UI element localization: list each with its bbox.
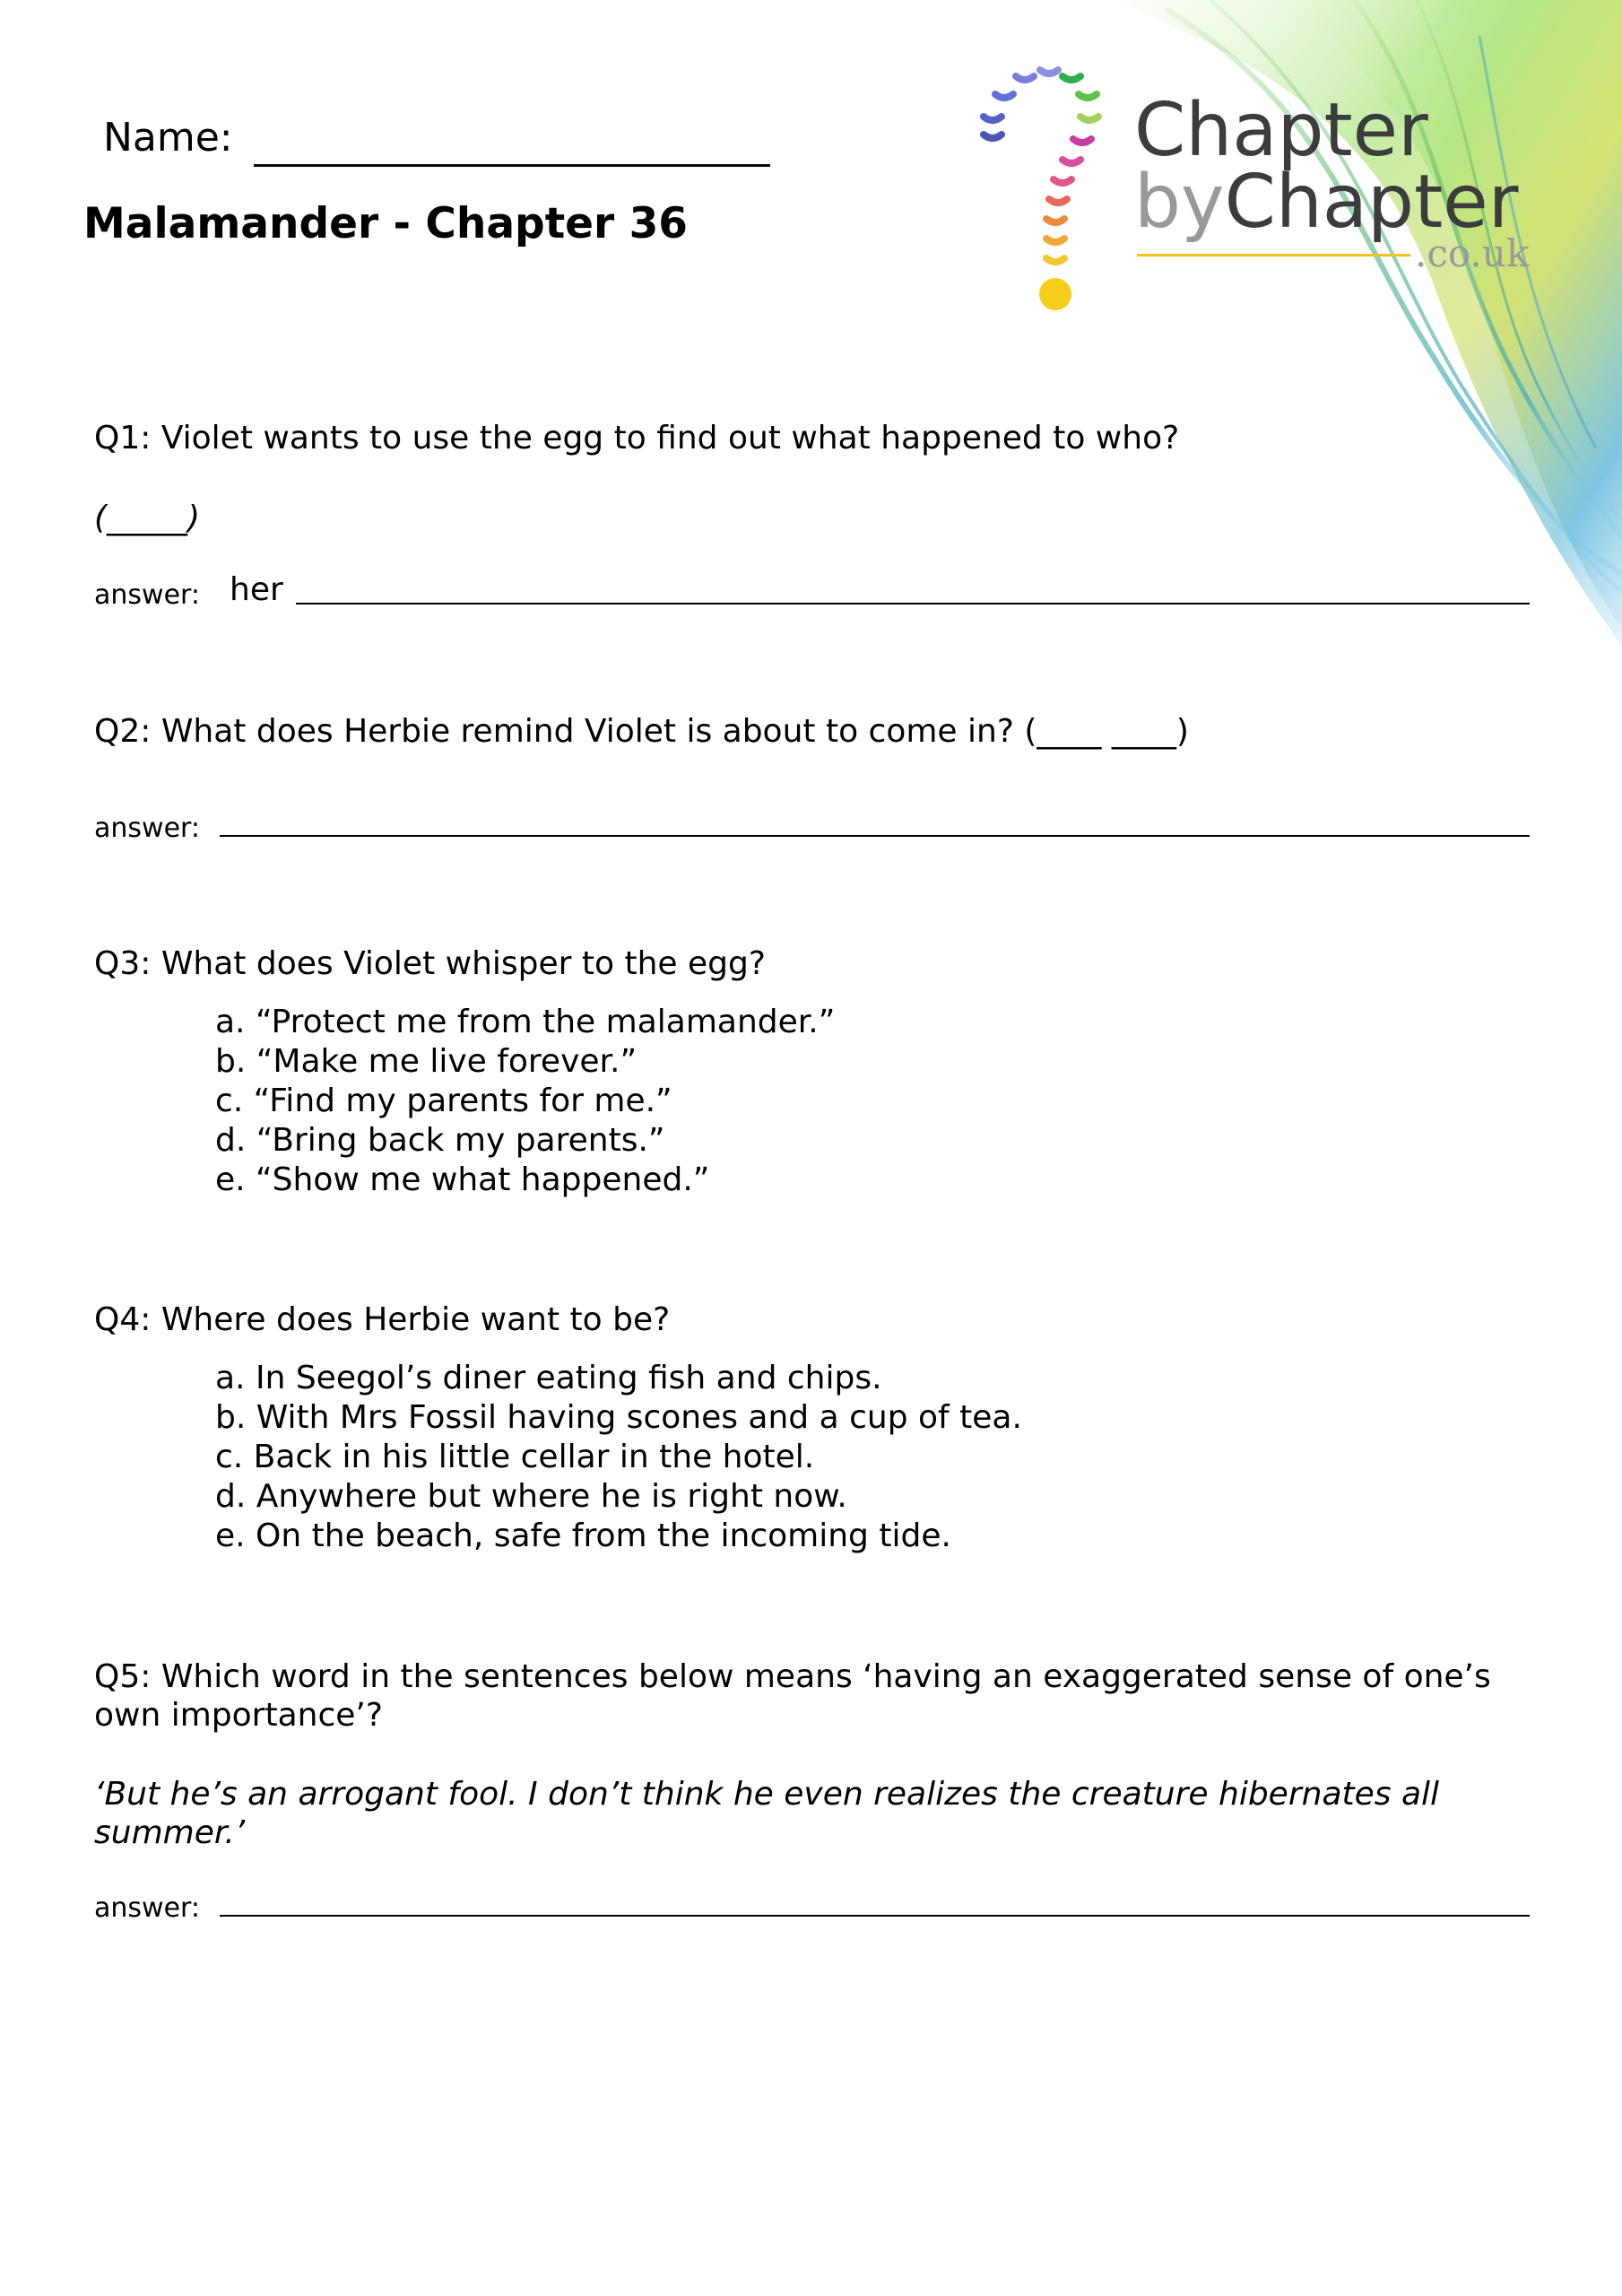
question-4-options — [215, 1359, 1022, 1556]
option-a: a. “Protect me from the malamander.” — [215, 1004, 836, 1040]
question-5 — [94, 1657, 1491, 1735]
option-c: c. Back in his little cellar in the hotel. — [215, 1439, 815, 1475]
quote-line-1: ‘But he’s an arrogant fool. I don’t think he even realizes the creature hibernates all — [94, 1776, 1440, 1813]
quote-line-2: summer.’ — [94, 1814, 246, 1851]
option-b: b. “Make me live forever.” — [215, 1043, 638, 1080]
logo-question-mark-icon — [964, 54, 1116, 314]
question-3-options — [215, 1003, 835, 1200]
option-d: d. Anywhere but where he is right now. — [215, 1478, 847, 1515]
question-5-quote — [94, 1775, 1529, 1852]
option-d: d. “Bring back my parents.” — [215, 1122, 665, 1159]
answer-5-line[interactable] — [220, 1915, 1530, 1917]
question-1: Q1: Violet wants to use the egg to find out what happened to who? — [94, 420, 1180, 457]
logo-domain: .co.uk — [1415, 231, 1530, 275]
question-3: Q3: What does Violet whisper to the egg? — [94, 945, 766, 982]
logo-text-by: by — [1134, 160, 1225, 245]
logo-text-chapter: Chapter — [1134, 88, 1428, 173]
answer-label-5: answer: — [94, 1892, 200, 1924]
logo-underline — [1137, 254, 1410, 257]
logo-text-chapter-2: Chapter — [1224, 160, 1519, 245]
option-a: a. In Seegol’s diner eating fish and chips. — [215, 1360, 882, 1396]
answer-label-2: answer: — [94, 813, 200, 844]
option-e: e. On the beach, safe from the incoming tide. — [215, 1518, 951, 1554]
page-title: Malamander - Chapter 36 — [83, 199, 688, 248]
logo-text-by-chapter — [1134, 160, 1519, 245]
answer-1-prefix: her — [230, 571, 283, 608]
question-5-line-1: Q5: Which word in the sentences below means ‘having an exaggerated sense of one’s — [94, 1658, 1491, 1695]
question-4: Q4: Where does Herbie want to be? — [94, 1301, 671, 1338]
name-field-line[interactable] — [254, 164, 770, 167]
question-5-line-2: own importance’? — [94, 1697, 383, 1734]
option-b: b. With Mrs Fossil having scones and a cup of tea. — [215, 1399, 1022, 1436]
question-2: Q2: What does Herbie remind Violet is about to come in? (____ ____) — [94, 713, 1189, 750]
question-1-blank-hint: (_____) — [94, 500, 201, 536]
option-c: c. “Find my parents for me.” — [215, 1083, 672, 1119]
answer-2-line[interactable] — [220, 835, 1530, 837]
name-label: Name: — [103, 115, 233, 161]
answer-label-1: answer: — [94, 579, 200, 611]
answer-1-line[interactable] — [296, 603, 1530, 604]
option-e: e. “Show me what happened.” — [215, 1161, 710, 1198]
